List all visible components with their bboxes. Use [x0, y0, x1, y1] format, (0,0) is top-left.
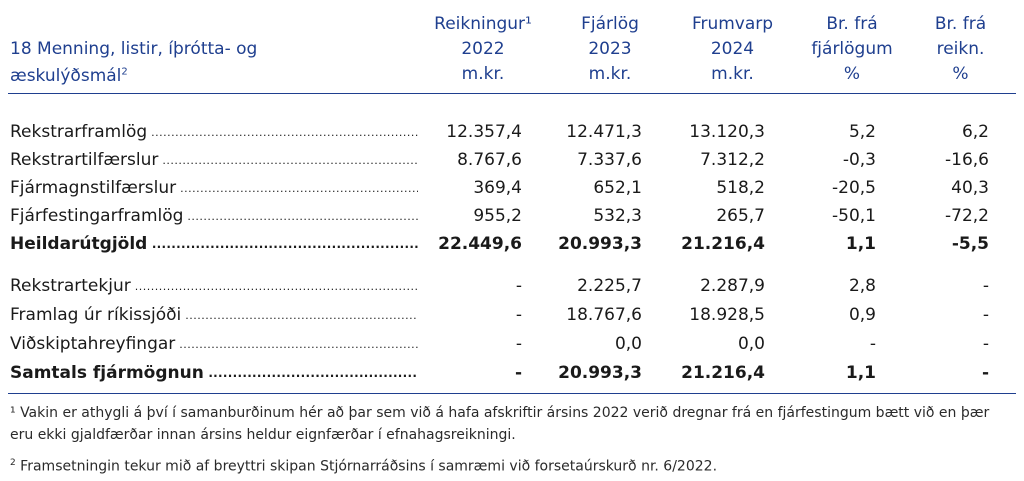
table-title: [10, 36, 257, 90]
cell-reikningur: 22.449,6: [438, 234, 522, 254]
cell-frumvarp: 7.312,2: [700, 150, 765, 170]
table-header: [0, 12, 1024, 92]
cell-reikningur: -: [515, 276, 522, 296]
cell-fjarlog: 652,1: [593, 178, 642, 198]
cell-frumvarp: 265,7: [716, 206, 765, 226]
cell-reikningur: 12.357,4: [446, 122, 522, 142]
footnote-2: [10, 452, 1010, 478]
cell-reikningur: 369,4: [473, 178, 522, 198]
title-line-1: 18 Menning, listir, íþrótta- og: [10, 39, 258, 59]
table-row-fjarfestingarframlog: [0, 202, 1024, 230]
cell-br-fjarlogum: 2,8: [848, 276, 876, 296]
table-row-rekstrartekjur: [0, 272, 1024, 300]
cell-br-reikn: -: [982, 276, 989, 296]
cell-fjarlog: 20.993,3: [558, 363, 642, 383]
table-row-framlag-ur-rikissjodi: [0, 301, 1024, 329]
table-row-rekstrarframlog: [0, 118, 1024, 146]
cell-fjarlog: 2.225,7: [577, 276, 642, 296]
cell-fjarlog: 12.471,3: [566, 122, 642, 142]
cell-br-fjarlogum: 1,1: [845, 363, 876, 383]
cell-reikningur: 8.767,6: [457, 150, 522, 170]
cell-br-fjarlogum: -20,5: [832, 178, 876, 198]
cell-fjarlog: 0,0: [614, 334, 642, 354]
cell-fjarlog: 20.993,3: [558, 234, 642, 254]
cell-reikningur: -: [515, 334, 522, 354]
cell-br-reikn: -16,6: [945, 150, 989, 170]
cell-br-fjarlogum: 1,1: [845, 234, 876, 254]
cell-frumvarp: 13.120,3: [689, 122, 765, 142]
cell-frumvarp: 0,0: [737, 334, 765, 354]
cell-br-reikn: -: [982, 334, 989, 354]
cell-reikningur: 955,2: [473, 206, 522, 226]
column-header-br-fjarlogum: Br. frá fjárlögum %: [811, 14, 893, 84]
row-label: Framlag úr ríkissjóði .....: [10, 301, 418, 330]
row-label: Viðskiptahreyfingar .....: [10, 330, 418, 359]
row-label: Rekstrartilfærslur .....: [10, 146, 418, 175]
row-label: Samtals fjármögnun .....: [10, 359, 418, 387]
column-header-reikningur: Reikningur¹ 2022 m.kr.: [434, 14, 532, 84]
footnote-1: ¹ Vakin er athygli á því í samanburðinum hér að þar sem við á hafa afskriftir ársins 2022 verið dregnar frá en fjárfestingum bætt við en þær eru ekki gjaldfærðar innan ársins heldur eignfærðar í efnahagsreikningi.: [10, 405, 990, 443]
cell-frumvarp: 21.216,4: [681, 234, 765, 254]
cell-br-fjarlogum: -50,1: [832, 206, 876, 226]
column-header-br-reikn: Br. frá reikn. %: [934, 14, 987, 84]
title-line-2: æskulýðsmál: [10, 66, 122, 86]
cell-fjarlog: 7.337,6: [577, 150, 642, 170]
column-header-fjarlog: Fjárlög 2023 m.kr.: [581, 14, 639, 84]
table-row-rekstrartilfaerslur: [0, 146, 1024, 174]
cell-fjarlog: 18.767,6: [566, 305, 642, 325]
cell-frumvarp: 2.287,9: [700, 276, 765, 296]
row-label: Heildarútgjöld .....: [10, 230, 418, 258]
footer-divider: [8, 393, 1016, 394]
footnote-2-marker: 2: [10, 458, 16, 468]
cell-br-reikn: 40,3: [951, 178, 989, 198]
cell-br-reikn: -72,2: [945, 206, 989, 226]
title-footnote-ref: 2: [121, 66, 128, 78]
cell-frumvarp: 518,2: [716, 178, 765, 198]
table-row-fjarmagnstilfaerslur: [0, 174, 1024, 202]
cell-reikningur: -: [514, 363, 522, 383]
cell-frumvarp: 21.216,4: [681, 363, 765, 383]
table-row-heildarutgjold: [0, 230, 1024, 258]
cell-br-reikn: -5,5: [951, 234, 989, 254]
cell-fjarlog: 532,3: [593, 206, 642, 226]
cell-reikningur: -: [515, 305, 522, 325]
cell-br-fjarlogum: -: [869, 334, 876, 354]
column-header-frumvarp: Frumvarp 2024 m.kr.: [691, 14, 774, 84]
header-divider: [8, 93, 1016, 94]
row-label: Fjármagnstilfærslur .....: [10, 174, 418, 203]
cell-frumvarp: 18.928,5: [689, 305, 765, 325]
row-label: Fjárfestingarframlög .....: [10, 202, 418, 231]
footnote-2-text: Framsetningin tekur mið af breyttri skipan Stjórnarráðsins í samræmi við forsetaúrskurð nr. 6/2022.: [15, 458, 718, 475]
cell-br-reikn: 6,2: [961, 122, 989, 142]
cell-br-reikn: -: [981, 363, 989, 383]
row-label: Rekstrartekjur .....: [10, 272, 418, 301]
cell-br-fjarlogum: 5,2: [848, 122, 876, 142]
cell-br-reikn: -: [982, 305, 989, 325]
cell-br-fjarlogum: -0,3: [842, 150, 876, 170]
table-row-samtals-fjarmognun: [0, 359, 1024, 387]
row-label: Rekstrarframlög .....: [10, 118, 418, 147]
table-row-vidskiptahreyfingar: [0, 330, 1024, 358]
cell-br-fjarlogum: 0,9: [848, 305, 876, 325]
